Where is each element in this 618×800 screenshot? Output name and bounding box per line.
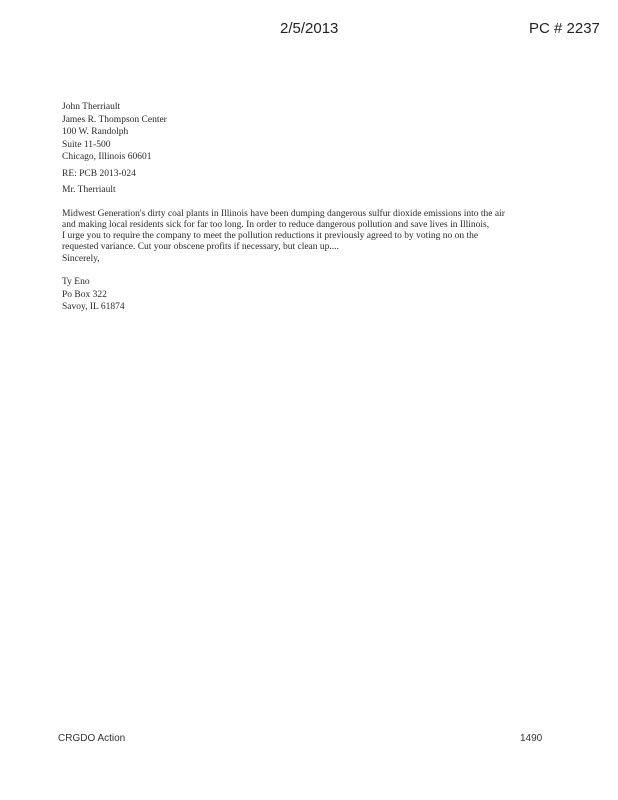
- footer-source: CRGDO Action: [58, 733, 126, 744]
- sender-line: Ty Eno: [62, 277, 90, 287]
- address-line: Chicago, Illinois 60601: [62, 152, 152, 162]
- salutation: Mr. Therriault: [62, 185, 116, 195]
- address-line: James R. Thompson Center: [62, 114, 167, 125]
- reference-line: RE: PCB 2013-024: [62, 169, 136, 179]
- footer-page-number: 1490: [520, 733, 543, 744]
- address-line: Suite 11-500: [62, 139, 111, 150]
- address-line: 100 W. Randolph: [62, 127, 129, 137]
- letter-body: [62, 209, 550, 253]
- header-date: 2/5/2013: [280, 20, 339, 37]
- sender-line: Po Box 322: [62, 289, 107, 300]
- closing: Sincerely,: [62, 254, 100, 264]
- body-line: Midwest Generation's dirty coal plants in Illinois have been dumping dangerous sulfur dioxide emissions into the air: [62, 209, 505, 219]
- body-line: and making local residents sick for far too long. In order to reduce dangerous pollution and save lives in Illinois,: [62, 220, 490, 230]
- recipient-address: [62, 101, 167, 164]
- body-line: requested variance. Cut your obscene profits if necessary, but clean up....: [62, 242, 339, 252]
- sender-line: Savoy, IL 61874: [62, 302, 125, 312]
- address-line: John Therriault: [62, 102, 121, 112]
- header-pc-number: PC # 2237: [529, 20, 600, 37]
- sender-block: [62, 276, 125, 314]
- body-line: I urge you to require the company to meet the pollution reductions it previously agreed to by voting no on the: [62, 231, 479, 241]
